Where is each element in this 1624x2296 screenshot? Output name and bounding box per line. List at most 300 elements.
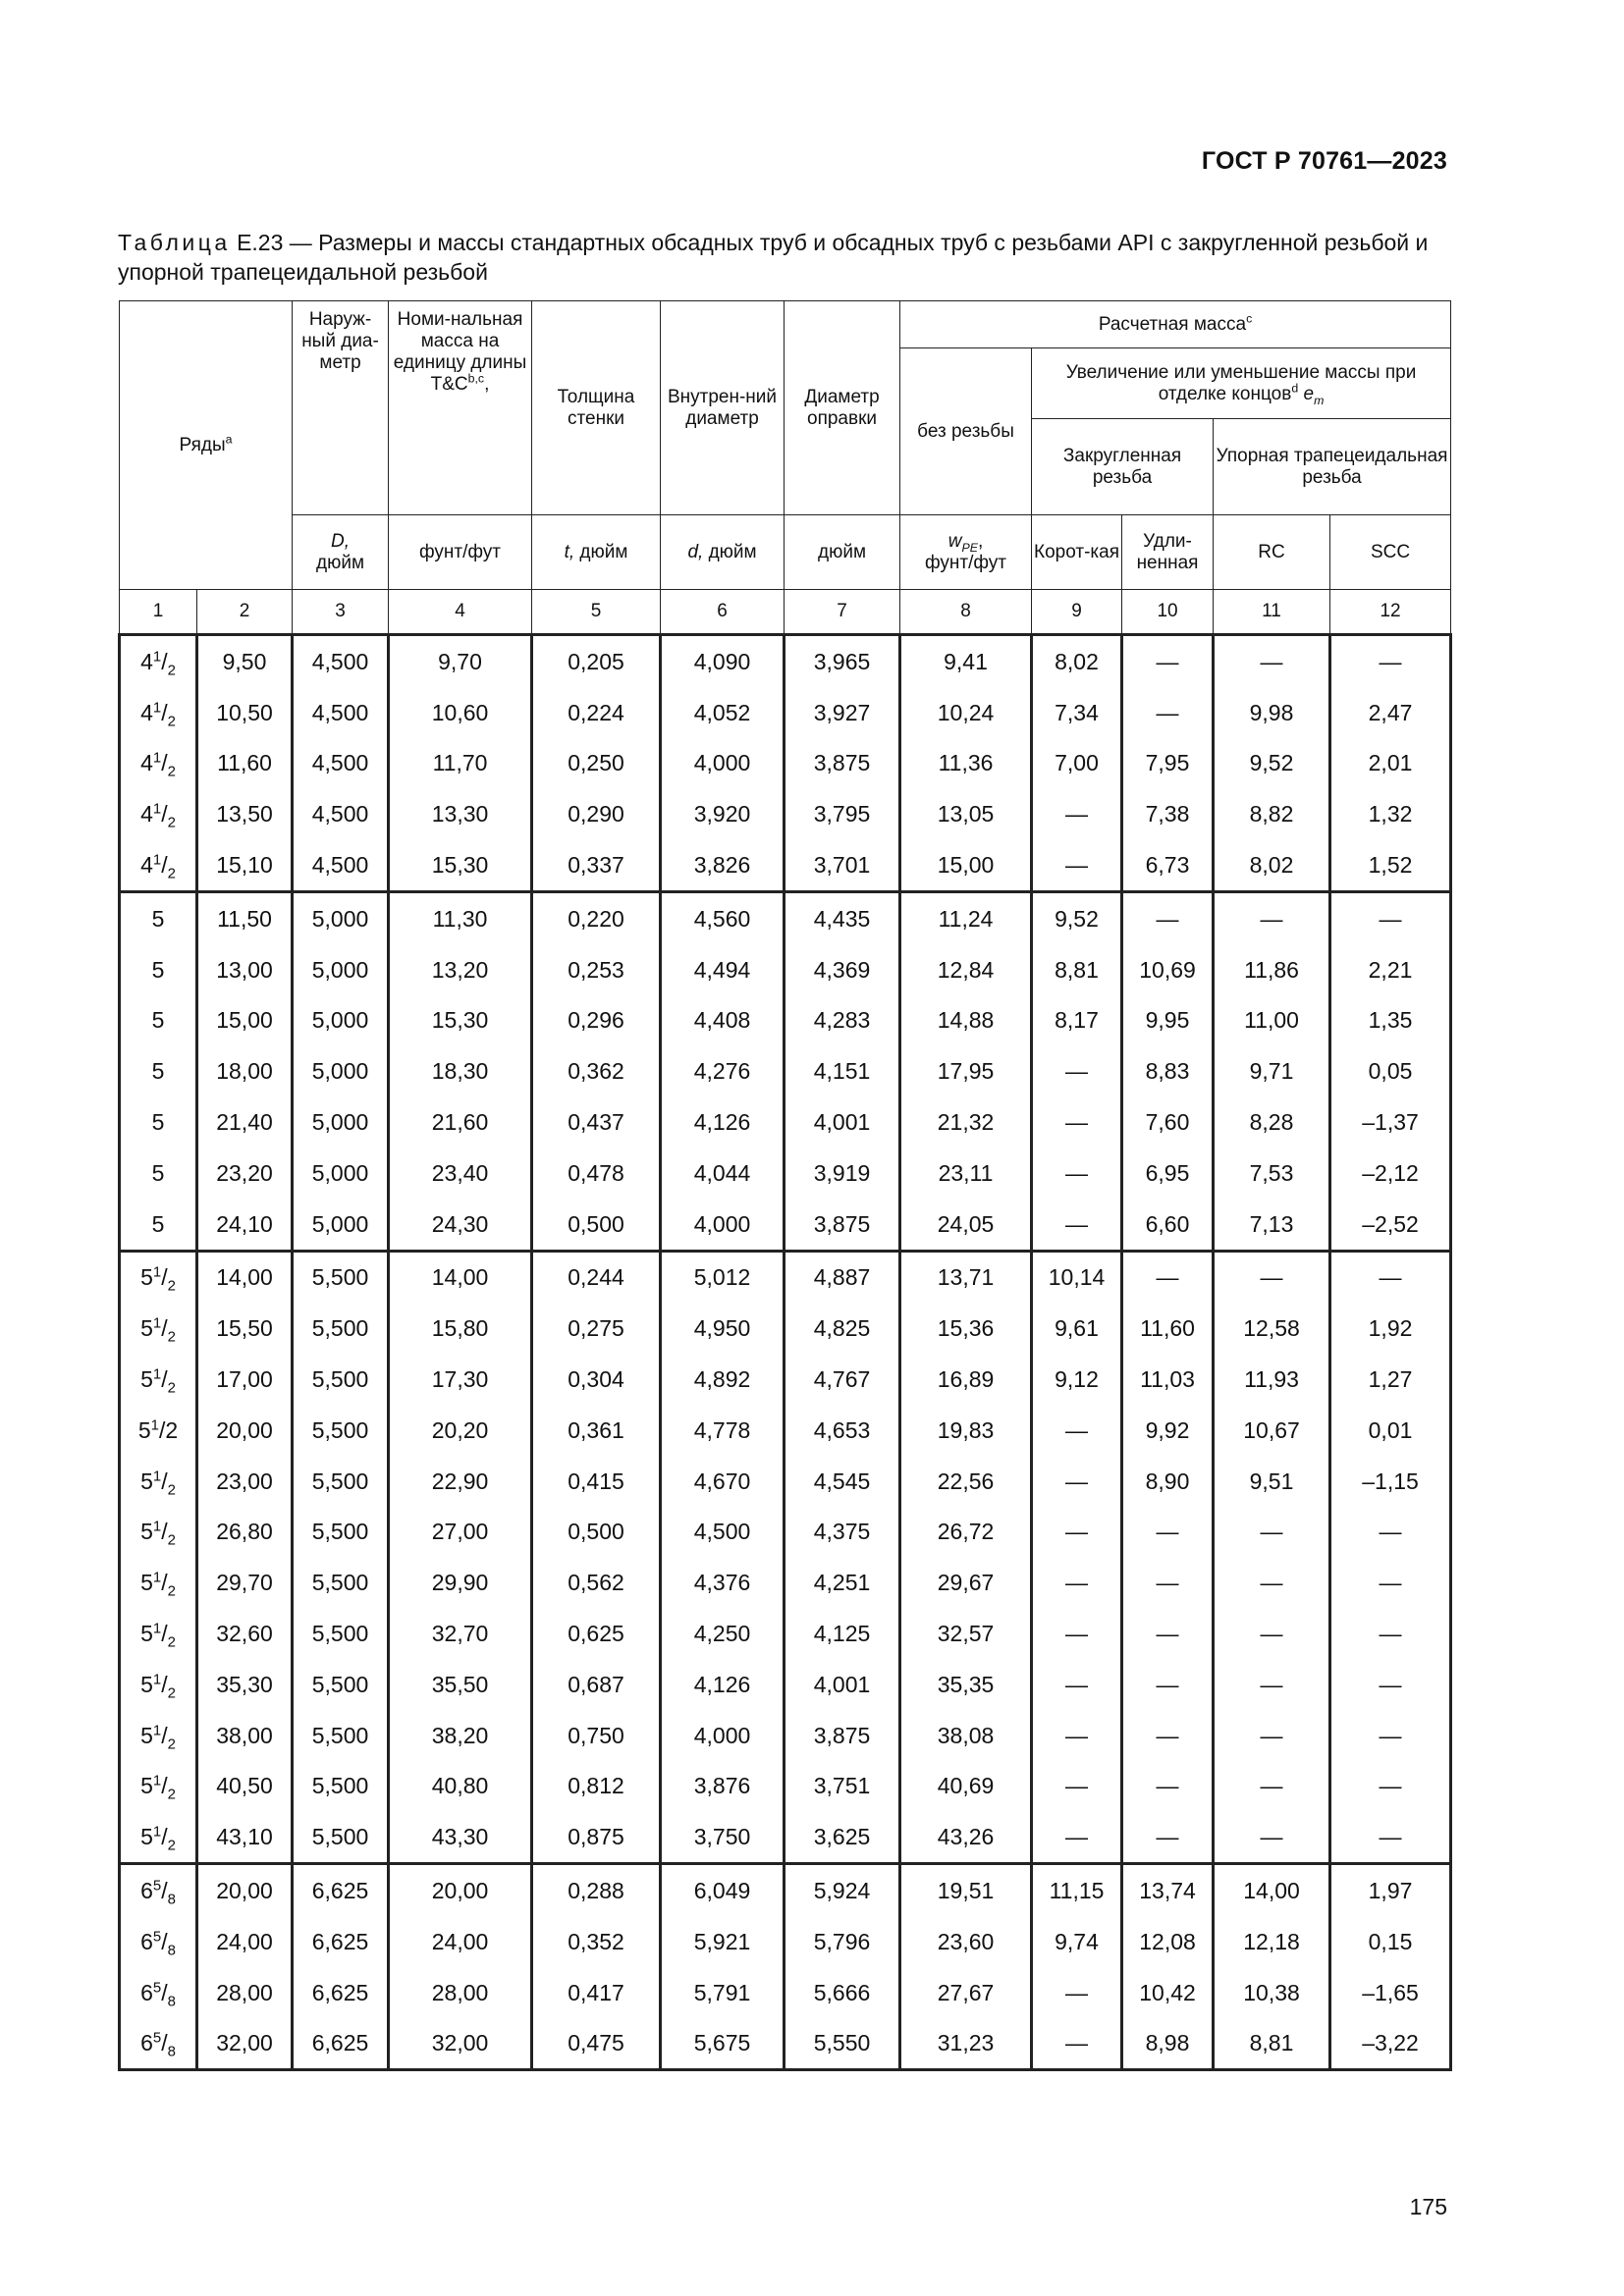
unit-short: Корот-кая [1032, 515, 1122, 590]
series-cell: $6^5/_8$ [120, 1864, 197, 1916]
table-cell: 8,82 [1214, 788, 1330, 839]
series-cell: $6^5/_8$ [120, 2018, 197, 2070]
series-cell: $4^1/_2$ [120, 687, 197, 738]
table-cell: 4,151 [785, 1045, 900, 1096]
table-cell: 0,253 [532, 944, 661, 995]
table-cell: 11,50 [197, 891, 293, 943]
table-cell: 22,90 [389, 1456, 532, 1507]
unit-mass: фунт/фут [389, 515, 532, 590]
table-cell: 23,40 [389, 1148, 532, 1199]
caption-prefix: Таблица [118, 230, 231, 255]
table-cell: 4,494 [661, 944, 785, 995]
table-cell: 11,70 [389, 738, 532, 789]
table-cell: 5,500 [293, 1251, 389, 1303]
table-cell: 5,796 [785, 1916, 900, 1967]
table-row [120, 1045, 1451, 1096]
table-cell: 6,625 [293, 1967, 389, 2018]
table-cell: –2,12 [1330, 1148, 1451, 1199]
table-cell: — [1330, 1659, 1451, 1710]
table-cell: 7,53 [1214, 1148, 1330, 1199]
table-cell: 3,919 [785, 1148, 900, 1199]
header-mass-change: Увеличение или уменьшение массы при отделке концов$^d$ $e_m$ [1032, 348, 1451, 419]
table-cell: 13,20 [389, 944, 532, 995]
table-cell: 0,288 [532, 1864, 661, 1916]
table-cell: 4,126 [661, 1659, 785, 1710]
table-cell: 29,67 [900, 1557, 1032, 1608]
table-cell: 15,80 [389, 1303, 532, 1354]
table-cell: 19,83 [900, 1405, 1032, 1456]
table-cell: 12,08 [1122, 1916, 1214, 1967]
table-cell: 29,70 [197, 1557, 293, 1608]
table-cell: — [1122, 891, 1214, 943]
table-cell: 4,887 [785, 1251, 900, 1303]
table-cell: — [1330, 1710, 1451, 1761]
table-row [120, 1710, 1451, 1761]
table-cell: — [1214, 1710, 1330, 1761]
column-number: 4 [389, 590, 532, 635]
table-row [120, 1916, 1451, 1967]
table-cell: — [1330, 1251, 1451, 1303]
table-body [120, 635, 1451, 2070]
table-cell: 9,95 [1122, 995, 1214, 1046]
table-cell: 4,500 [293, 839, 389, 891]
table-cell: 4,375 [785, 1507, 900, 1558]
table-cell: — [1214, 1608, 1330, 1659]
table-cell: 4,000 [661, 738, 785, 789]
table-cell: — [1214, 1507, 1330, 1558]
table-cell: 2,47 [1330, 687, 1451, 738]
table-cell: 12,18 [1214, 1916, 1330, 1967]
table-cell: 7,60 [1122, 1096, 1214, 1148]
table-cell: — [1032, 1148, 1122, 1199]
table-cell: 38,08 [900, 1710, 1032, 1761]
table-cell: 1,32 [1330, 788, 1451, 839]
table-cell: 0,05 [1330, 1045, 1451, 1096]
unit-drift: дюйм [785, 515, 900, 590]
table-cell: 9,52 [1214, 738, 1330, 789]
table-cell: 0,415 [532, 1456, 661, 1507]
table-cell: 20,20 [389, 1405, 532, 1456]
table-cell: — [1122, 1557, 1214, 1608]
table-cell: 5,000 [293, 1096, 389, 1148]
table-cell: 12,58 [1214, 1303, 1330, 1354]
table-cell: 20,00 [197, 1405, 293, 1456]
table-cell: 7,38 [1122, 788, 1214, 839]
table-cell: 4,090 [661, 635, 785, 687]
table-cell: 23,60 [900, 1916, 1032, 1967]
table-cell: 1,35 [1330, 995, 1451, 1046]
table-cell: 43,30 [389, 1811, 532, 1863]
table-cell: 11,60 [1122, 1303, 1214, 1354]
series-cell: $6^5/_8$ [120, 1967, 197, 2018]
table-cell: — [1032, 1096, 1122, 1148]
column-number: 12 [1330, 590, 1451, 635]
table-cell: 9,74 [1032, 1916, 1122, 1967]
table-cell: 4,500 [293, 788, 389, 839]
table-cell: 3,875 [785, 738, 900, 789]
table-cell: 7,13 [1214, 1199, 1330, 1251]
table-cell: 5,500 [293, 1303, 389, 1354]
table-cell: 5,791 [661, 1967, 785, 2018]
table-cell: 8,98 [1122, 2018, 1214, 2070]
table-row [120, 1507, 1451, 1558]
document-code: ГОСТ Р 70761—2023 [1201, 147, 1447, 175]
table-cell: — [1214, 1251, 1330, 1303]
table-cell: 5,500 [293, 1456, 389, 1507]
table-cell: — [1032, 1608, 1122, 1659]
series-cell: $4^1/_2$ [120, 738, 197, 789]
table-cell: –2,52 [1330, 1199, 1451, 1251]
table-cell: 10,60 [389, 687, 532, 738]
table-cell: — [1032, 1405, 1122, 1456]
table-cell: 11,93 [1214, 1354, 1330, 1405]
table-cell: 32,70 [389, 1608, 532, 1659]
series-cell: 5 [120, 1096, 197, 1148]
series-cell: $5^1/_2$ [120, 1659, 197, 1710]
table-cell: 4,560 [661, 891, 785, 943]
table-cell: –1,37 [1330, 1096, 1451, 1148]
table-cell: 8,90 [1122, 1456, 1214, 1507]
table-cell: — [1032, 1045, 1122, 1096]
table-cell: — [1122, 1710, 1214, 1761]
table-cell: 4,000 [661, 1710, 785, 1761]
table-cell: 8,81 [1214, 2018, 1330, 2070]
table-cell: 8,81 [1032, 944, 1122, 995]
table-cell: 32,00 [389, 2018, 532, 2070]
table-cell: 0,750 [532, 1710, 661, 1761]
table-cell: 40,69 [900, 1761, 1032, 1812]
table-cell: 6,049 [661, 1864, 785, 1916]
table-cell: 0,812 [532, 1761, 661, 1812]
table-cell: 0,500 [532, 1199, 661, 1251]
table-cell: 0,205 [532, 635, 661, 687]
table-cell: 4,500 [293, 687, 389, 738]
table-cell: — [1214, 891, 1330, 943]
table-row [120, 1811, 1451, 1863]
table-cell: 0,562 [532, 1557, 661, 1608]
column-number: 3 [293, 590, 389, 635]
table-cell: 23,00 [197, 1456, 293, 1507]
table-cell: 8,17 [1032, 995, 1122, 1046]
table-cell: — [1330, 1608, 1451, 1659]
table-cell: 3,875 [785, 1710, 900, 1761]
table-cell: — [1032, 1811, 1122, 1863]
table-row [120, 738, 1451, 789]
table-cell: 4,283 [785, 995, 900, 1046]
table-cell: 7,95 [1122, 738, 1214, 789]
series-cell: 5 [120, 1148, 197, 1199]
table-cell: 32,60 [197, 1608, 293, 1659]
table-cell: 3,920 [661, 788, 785, 839]
table-cell: — [1214, 635, 1330, 687]
table-cell: 9,92 [1122, 1405, 1214, 1456]
series-cell: $6^5/_8$ [120, 1916, 197, 1967]
table-cell: 43,26 [900, 1811, 1032, 1863]
table-cell: 23,20 [197, 1148, 293, 1199]
table-cell: 10,42 [1122, 1967, 1214, 2018]
table-cell: 16,89 [900, 1354, 1032, 1405]
table-cell: 0,352 [532, 1916, 661, 1967]
table-row [120, 995, 1451, 1046]
table-cell: — [1122, 1811, 1214, 1863]
table-cell: 5,675 [661, 2018, 785, 2070]
table-row [120, 687, 1451, 738]
table-cell: 3,826 [661, 839, 785, 891]
table-row [120, 1096, 1451, 1148]
table-cell: 6,95 [1122, 1148, 1214, 1199]
table-cell: — [1330, 1557, 1451, 1608]
series-cell: 5 [120, 891, 197, 943]
series-cell: 5 [120, 1045, 197, 1096]
column-number: 8 [900, 590, 1032, 635]
table-cell: 29,90 [389, 1557, 532, 1608]
table-row [120, 2018, 1451, 2070]
table-cell: 14,88 [900, 995, 1032, 1046]
table-row [120, 1354, 1451, 1405]
table-cell: 8,83 [1122, 1045, 1214, 1096]
table-cell: 15,50 [197, 1303, 293, 1354]
table-cell: 4,778 [661, 1405, 785, 1456]
table-cell: 11,00 [1214, 995, 1330, 1046]
table-cell: 26,72 [900, 1507, 1032, 1558]
table-cell: 11,86 [1214, 944, 1330, 995]
series-cell: $5^1/_2$ [120, 1710, 197, 1761]
column-number: 6 [661, 590, 785, 635]
table-cell: 4,500 [293, 635, 389, 687]
table-cell: 6,60 [1122, 1199, 1214, 1251]
table-cell: 4,435 [785, 891, 900, 943]
table-cell: 24,00 [389, 1916, 532, 1967]
table-cell: — [1122, 635, 1214, 687]
table-cell: 5,012 [661, 1251, 785, 1303]
casing-dimensions-table [118, 300, 1452, 2071]
table-row [120, 1864, 1451, 1916]
table-row [120, 1199, 1451, 1251]
series-cell: 5 [120, 1199, 197, 1251]
table-cell: 5,000 [293, 1045, 389, 1096]
table-cell: 4,250 [661, 1608, 785, 1659]
column-number: 9 [1032, 590, 1122, 635]
table-cell: 43,10 [197, 1811, 293, 1863]
series-cell: $4^1/_2$ [120, 788, 197, 839]
table-cell: 24,10 [197, 1199, 293, 1251]
table-cell: — [1330, 1507, 1451, 1558]
table-cell: 2,21 [1330, 944, 1451, 995]
table-cell: 3,751 [785, 1761, 900, 1812]
table-cell: 0,290 [532, 788, 661, 839]
table-cell: 15,10 [197, 839, 293, 891]
header-round-thread: Закругленная резьба [1032, 419, 1214, 515]
table-cell: 9,61 [1032, 1303, 1122, 1354]
series-cell: $4^1/_2$ [120, 635, 197, 687]
table-row [120, 635, 1451, 687]
table-cell: 21,40 [197, 1096, 293, 1148]
table-cell: 0,361 [532, 1405, 661, 1456]
table-cell: 13,00 [197, 944, 293, 995]
table-cell: 38,00 [197, 1710, 293, 1761]
table-cell: 0,417 [532, 1967, 661, 2018]
caption-text: E.23 — Размеры и массы стандартных обсадных труб и обсадных труб с резьбами API с закругленной резьбой и упорной трапецеидальной резьбой [118, 230, 1429, 285]
table-cell: 5,500 [293, 1659, 389, 1710]
series-cell: $4^1/_2$ [120, 839, 197, 891]
table-cell: 5,550 [785, 2018, 900, 2070]
table-cell: 0,875 [532, 1811, 661, 1863]
table-cell: 6,625 [293, 1916, 389, 1967]
table-cell: 4,653 [785, 1405, 900, 1456]
series-cell: $5^1/_2$ [120, 1507, 197, 1558]
table-row [120, 944, 1451, 995]
table-cell: 0,15 [1330, 1916, 1451, 1967]
table-cell: 5,000 [293, 1148, 389, 1199]
table-row [120, 1303, 1451, 1354]
table-cell: 5,500 [293, 1710, 389, 1761]
table-cell: 4,276 [661, 1045, 785, 1096]
table-cell: 0,475 [532, 2018, 661, 2070]
unit-scc: SCC [1330, 515, 1451, 590]
series-cell: 5 [120, 944, 197, 995]
table-cell: 0,362 [532, 1045, 661, 1096]
table-cell: 26,80 [197, 1507, 293, 1558]
table-cell: 7,00 [1032, 738, 1122, 789]
table-cell: 5,666 [785, 1967, 900, 2018]
table-cell: 21,32 [900, 1096, 1032, 1148]
table-cell: –3,22 [1330, 2018, 1451, 2070]
table-cell: –1,65 [1330, 1967, 1451, 2018]
table-cell: 40,50 [197, 1761, 293, 1812]
table-cell: 4,125 [785, 1608, 900, 1659]
table-cell: 4,892 [661, 1354, 785, 1405]
table-cell: — [1330, 1761, 1451, 1812]
table-cell: 17,30 [389, 1354, 532, 1405]
unit-long: Удли-ненная [1122, 515, 1214, 590]
table-cell: 0,244 [532, 1251, 661, 1303]
table-cell: 5,921 [661, 1916, 785, 1967]
table-cell: 5,000 [293, 891, 389, 943]
table-cell: — [1032, 1557, 1122, 1608]
table-cell: — [1032, 788, 1122, 839]
table-cell: 12,84 [900, 944, 1032, 995]
table-cell: 28,00 [389, 1967, 532, 2018]
table-cell: 20,00 [389, 1864, 532, 1916]
table-cell: 11,15 [1032, 1864, 1122, 1916]
table-cell: 5,000 [293, 944, 389, 995]
table-row [120, 1761, 1451, 1812]
table-cell: 9,52 [1032, 891, 1122, 943]
table-cell: 0,478 [532, 1148, 661, 1199]
header-outer-diameter: Наруж-ный диа-метр [293, 301, 389, 515]
table-cell: 5,500 [293, 1354, 389, 1405]
table-cell: 4,500 [661, 1507, 785, 1558]
table-cell: 8,02 [1214, 839, 1330, 891]
table-cell: 0,220 [532, 891, 661, 943]
table-cell: — [1214, 1659, 1330, 1710]
table-cell: 3,625 [785, 1811, 900, 1863]
table-cell: 4,126 [661, 1096, 785, 1148]
table-cell: — [1122, 687, 1214, 738]
table-cell: 11,03 [1122, 1354, 1214, 1405]
table-cell: 2,01 [1330, 738, 1451, 789]
table-cell: 35,50 [389, 1659, 532, 1710]
series-cell: $5^1/_2$ [120, 1251, 197, 1303]
table-cell: — [1122, 1659, 1214, 1710]
table-cell: 3,927 [785, 687, 900, 738]
header-drift-diameter: Диаметр оправки [785, 301, 900, 515]
series-cell: $5^1/_2$ [120, 1557, 197, 1608]
table-cell: 1,92 [1330, 1303, 1451, 1354]
table-cell: 3,750 [661, 1811, 785, 1863]
table-cell: 0,224 [532, 687, 661, 738]
table-cell: 6,625 [293, 1864, 389, 1916]
header-buttress-thread: Упорная трапецеидальная резьба [1214, 419, 1451, 515]
table-cell: 15,30 [389, 995, 532, 1046]
table-cell: 0,275 [532, 1303, 661, 1354]
table-cell: 0,01 [1330, 1405, 1451, 1456]
table-cell: 1,97 [1330, 1864, 1451, 1916]
series-cell: 5 [120, 995, 197, 1046]
table-cell: 14,00 [1214, 1864, 1330, 1916]
page-number: 175 [1409, 2194, 1447, 2219]
table-cell: 4,044 [661, 1148, 785, 1199]
table-cell: 18,30 [389, 1045, 532, 1096]
table-cell: 13,50 [197, 788, 293, 839]
table-row [120, 1456, 1451, 1507]
table-cell: 10,38 [1214, 1967, 1330, 2018]
table-cell: — [1032, 1710, 1122, 1761]
column-number: 10 [1122, 590, 1214, 635]
table-cell: 27,00 [389, 1507, 532, 1558]
table-cell: 5,500 [293, 1608, 389, 1659]
table-cell: — [1032, 2018, 1122, 2070]
unit-od: D, дюйм [293, 515, 389, 590]
table-cell: 0,304 [532, 1354, 661, 1405]
table-cell: 28,00 [197, 1967, 293, 2018]
table-cell: 24,05 [900, 1199, 1032, 1251]
table-cell: 9,50 [197, 635, 293, 687]
column-number: 2 [197, 590, 293, 635]
table-cell: — [1330, 635, 1451, 687]
table-cell: 11,30 [389, 891, 532, 943]
column-number: 1 [120, 590, 197, 635]
table-cell: 4,001 [785, 1659, 900, 1710]
table-cell: — [1032, 839, 1122, 891]
table-cell: 13,74 [1122, 1864, 1214, 1916]
table-row [120, 1967, 1451, 2018]
unit-wpe: $w_{PE}$, фунт/фут [900, 515, 1032, 590]
table-cell: 3,875 [785, 1199, 900, 1251]
table-cell: 4,001 [785, 1096, 900, 1148]
table-cell: 8,02 [1032, 635, 1122, 687]
table-caption [118, 228, 1453, 287]
table-cell: 11,24 [900, 891, 1032, 943]
unit-id: d, дюйм [661, 515, 785, 590]
table-row [120, 1251, 1451, 1303]
table-cell: 15,00 [900, 839, 1032, 891]
table-cell: — [1032, 1507, 1122, 1558]
table-cell: — [1330, 891, 1451, 943]
table-row [120, 788, 1451, 839]
table-cell: 4,369 [785, 944, 900, 995]
table-cell: 14,00 [197, 1251, 293, 1303]
series-cell: $5^1/_2$ [120, 1811, 197, 1863]
table-cell: 22,56 [900, 1456, 1032, 1507]
table-cell: — [1214, 1761, 1330, 1812]
table-cell: 4,950 [661, 1303, 785, 1354]
table-cell: 11,36 [900, 738, 1032, 789]
table-cell: 21,60 [389, 1096, 532, 1148]
series-cell: $5^1/_2$ [120, 1456, 197, 1507]
table-cell: 5,500 [293, 1507, 389, 1558]
table-cell: 1,27 [1330, 1354, 1451, 1405]
